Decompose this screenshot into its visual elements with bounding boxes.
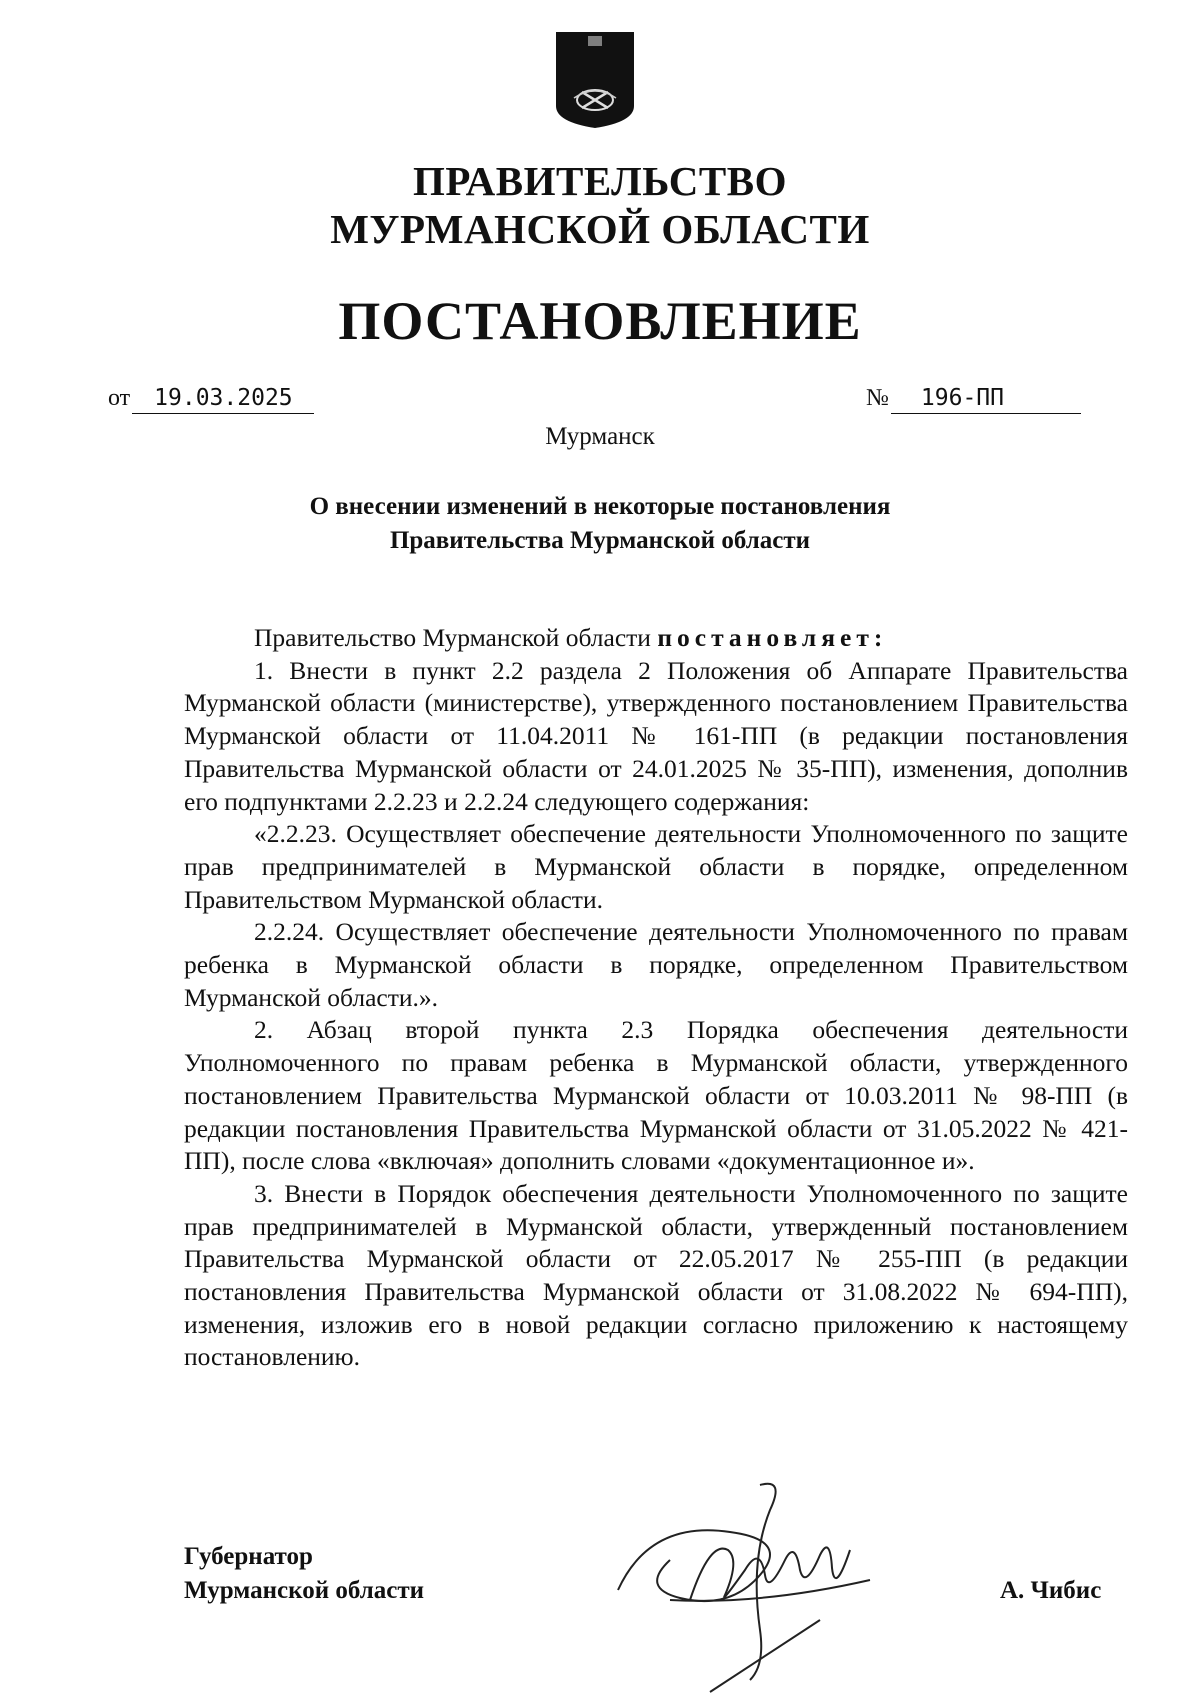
lead-text: Правительство Мурманской области <box>254 623 651 652</box>
document-date <box>108 383 314 414</box>
government-name-line2: МУРМАНСКОЙ ОБЛАСТИ <box>330 206 870 252</box>
government-name-line1: ПРАВИТЕЛЬСТВО <box>412 158 788 204</box>
lead-paragraph <box>184 622 1128 655</box>
paragraph-3: 3. Внести в Порядок обеспечения деятельности Уполномоченного по защите прав предпринимателей в Мурманской области, утвержденный постановлением Правительства Мурманской области от 22.05.2017 № 255-ПП (в редакции постановления Правительства Мурманской области от 31.08.2022 № 694-ПП), изменения, изложив его в новой редакции согласно приложению к настоящему постановлению. <box>184 1178 1128 1372</box>
document-subject <box>0 490 1200 558</box>
date-value: 19.03.2025 <box>132 383 314 414</box>
paragraph-1: 1. Внести в пункт 2.2 раздела 2 Положения об Аппарате Правительства Мурманской области (министерстве), утвержденного постановлением Правительства Мурманской области от 11.04.2011 № 161-ПП (в редакции постановления Правительства Мурманской области от 24.01.2025 № 35-ПП), изменения, дополнив его подпунктами 2.2.23 и 2.2.24 следующего содержания: <box>184 655 1128 816</box>
paragraph-2: 2. Абзац второй пункта 2.3 Порядка обеспечения деятельности Уполномоченного по правам ребенка в Мурманской области, утвержденного постановлением Правительства Мурманской области от 10.03.2011 № 98-ПП (в редакции постановления Правительства Мурманской области от 31.05.2022 № 421-ПП), после слова «включая» дополнить словами «документационное и». <box>184 1015 1128 1176</box>
subject-line1: О внесении изменений в некоторые постановления <box>309 493 891 520</box>
handwritten-signature <box>610 1480 940 1695</box>
paragraph-1-quote-2224: 2.2.24. Осуществляет обеспечение деятельности Уполномоченного по правам ребенка в Мурманской области в порядке, определенном Правительством Мурманской области.». <box>184 917 1128 1012</box>
paragraph-1-quote-2223: «2.2.23. Осуществляет обеспечение деятельности Уполномоченного по защите прав предпринимателей в Мурманской области в порядке, определенном Правительством Мурманской области. <box>184 819 1128 914</box>
coat-of-arms-icon <box>552 28 638 130</box>
subject-line2: Правительства Мурманской области <box>389 527 811 554</box>
signatory-post <box>184 1540 424 1608</box>
date-prefix: от <box>108 385 131 411</box>
number-value: 196-ПП <box>891 383 1081 414</box>
document-body <box>184 622 1128 1374</box>
signatory-post-line1: Губернатор <box>184 1543 313 1570</box>
signatory-name: А. Чибис <box>1000 1577 1102 1604</box>
signatory-post-line2: Мурманской области <box>184 1577 425 1604</box>
document-city: Мурманск <box>545 423 655 450</box>
lead-action: постановляет: <box>657 623 888 652</box>
number-prefix: № <box>866 385 889 411</box>
document-type-title: ПОСТАНОВЛЕНИЕ <box>338 291 862 351</box>
document-number <box>866 383 1081 414</box>
